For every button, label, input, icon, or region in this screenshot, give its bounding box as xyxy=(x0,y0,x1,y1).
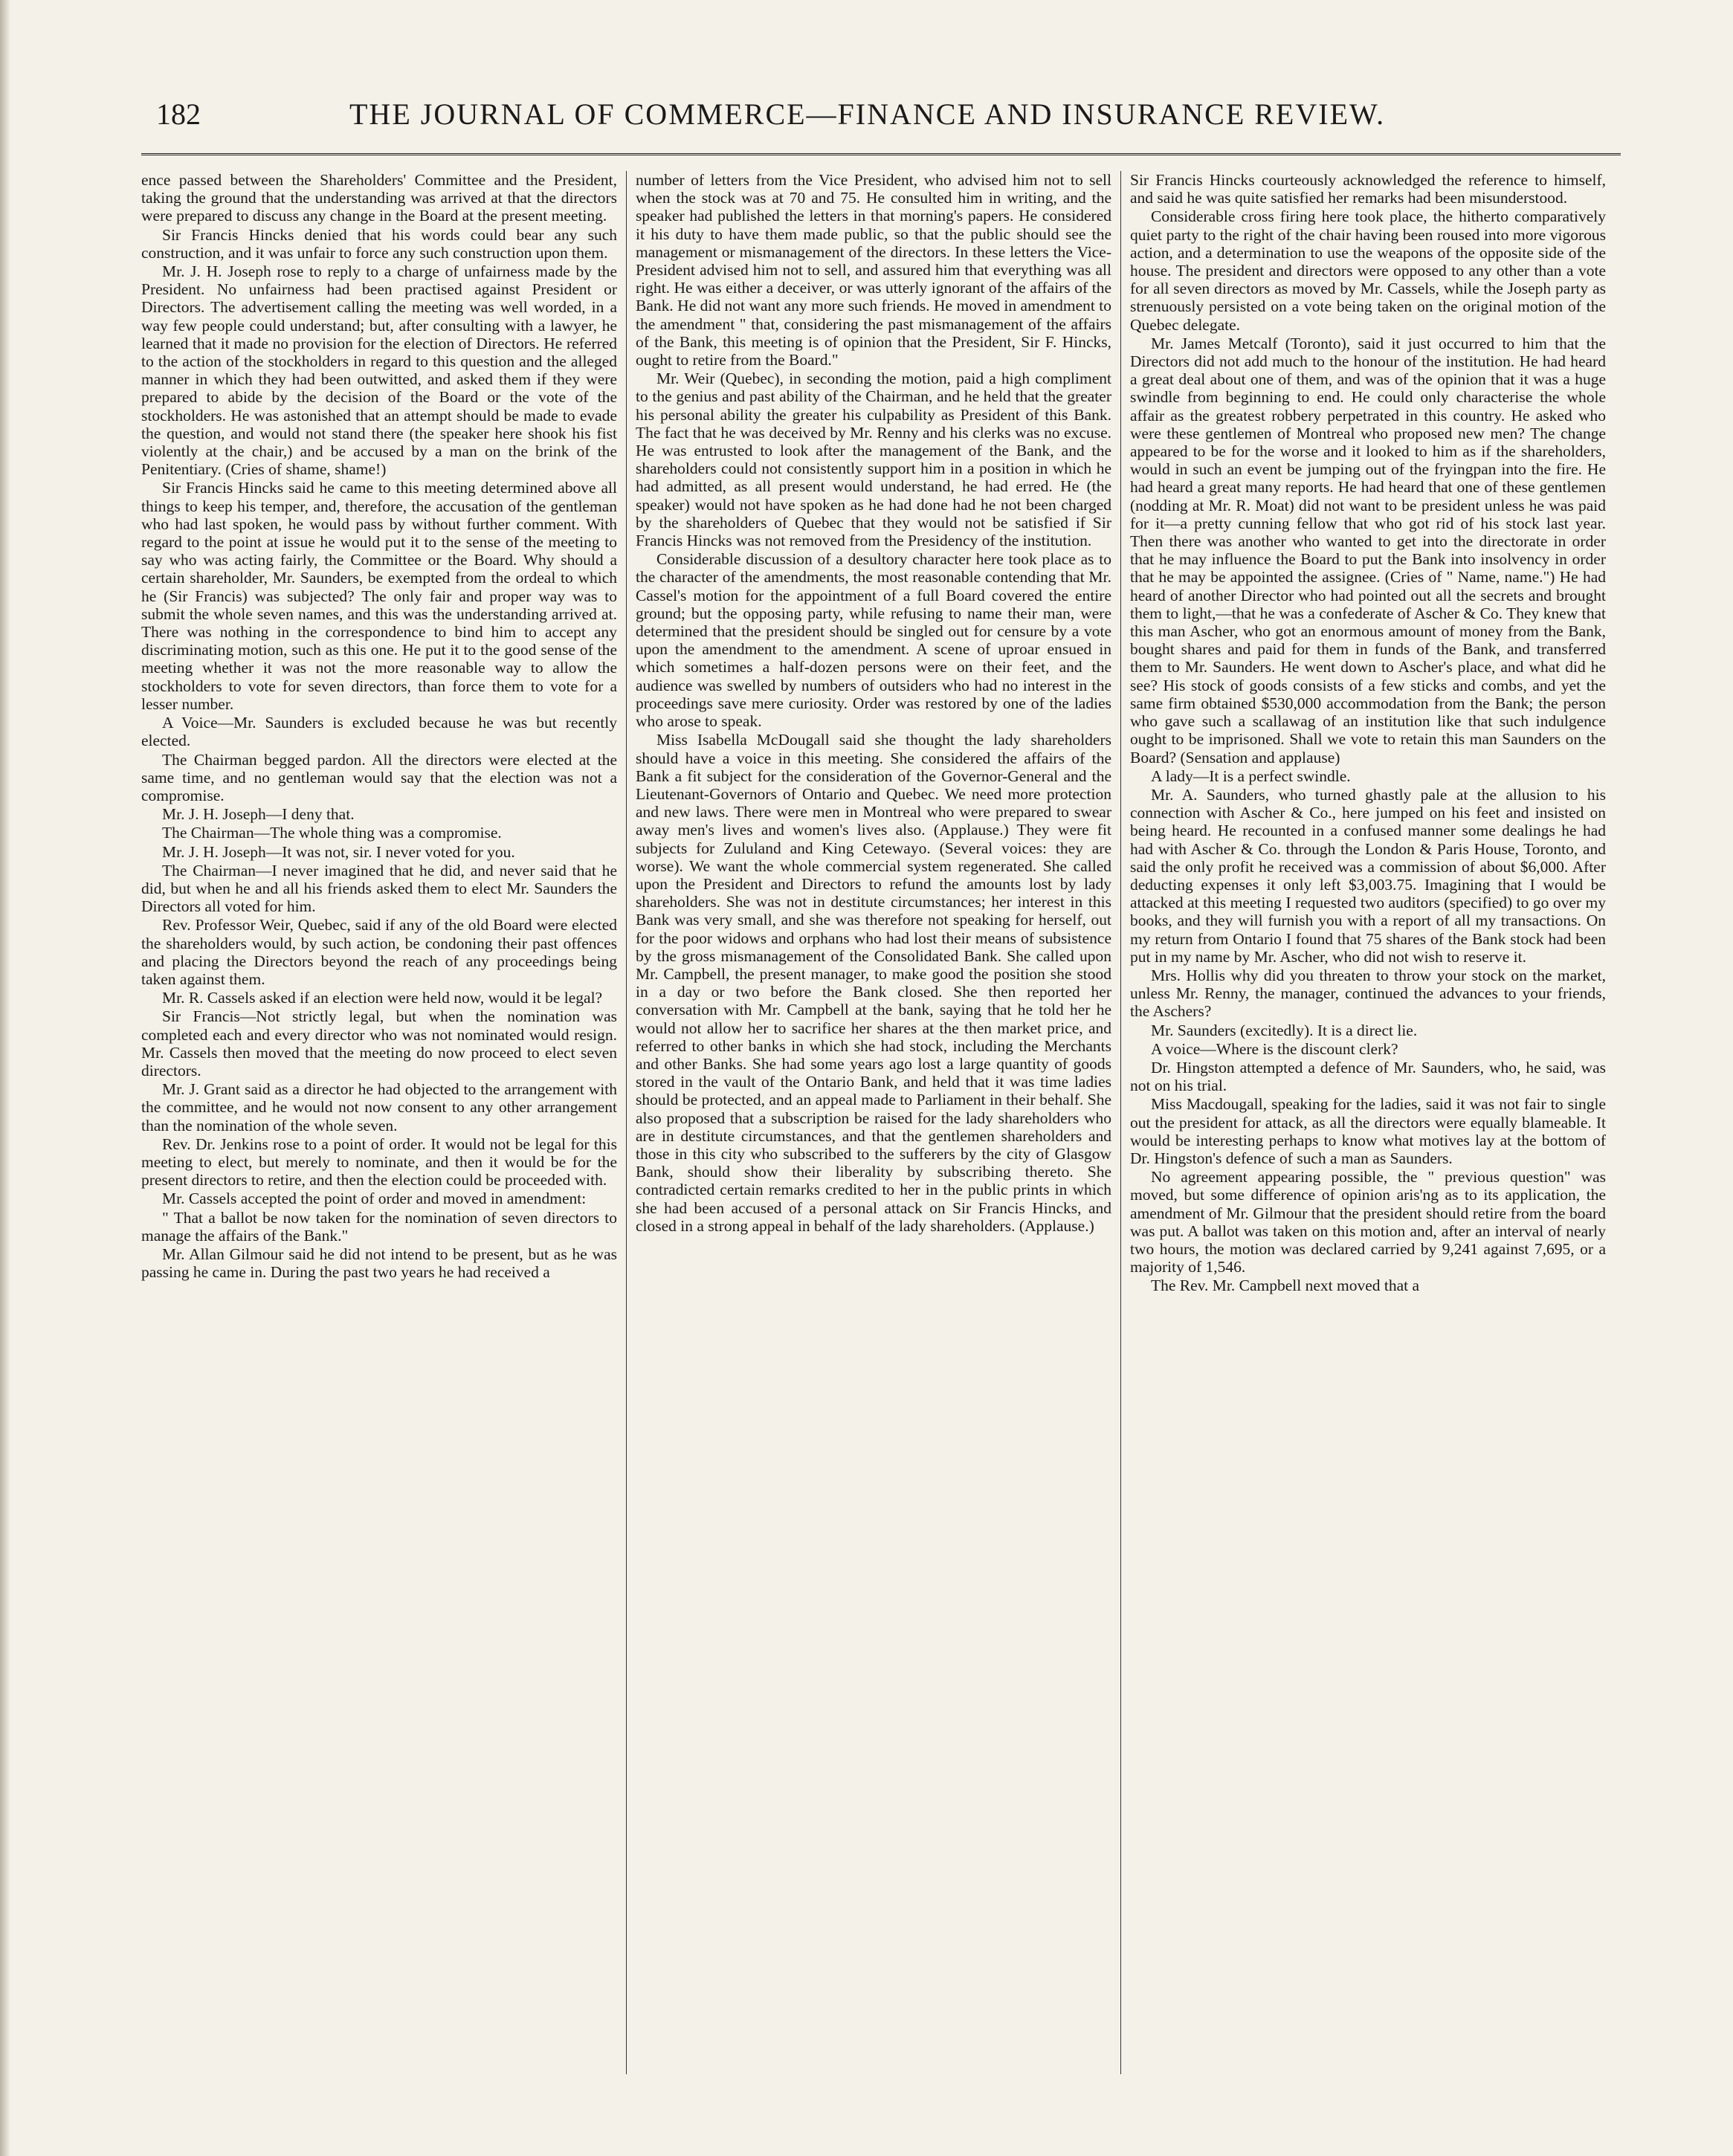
paragraph: number of letters from the Vice President, who advised him not to sell when the stock was at 70 and 75. He consulted him in writing, and the speaker had published the letters in that morning's papers. He considered it his duty to have them made public, so that the public should see the management or mismanagement of the directors. In these letters the Vice-President advised him not to sell, and assured him that everything was all right. He was either a deceiver, or was utterly ignorant of the affairs of the Bank. He did not want any more such friends. He moved in amendment to the amendment " that, considering the past mismanagement of the affairs of the Bank, this meeting is of opinion that the President, Sir F. Hincks, ought to retire from the Board." xyxy=(636,171,1111,369)
paragraph: Mr. A. Saunders, who turned ghastly pale at the allusion to his connection with Ascher & Co., here jumped on his feet and insisted on being heard. He recounted in a confused manner some dealings he had had with Ascher & Co. through the London & Paris House, Toronto, and said the only profit he received was a commission of about $6,000. After deducting expenses it only left $3,003.75. Imagining that I would be attacked at this meeting I requested two auditors (specified) to go over my books, and they will furnish you with a report of all my transactions. On my return from Ontario I found that 75 shares of the Bank stock had been put in my name by Mr. Ascher, who did not wish to reserve it. xyxy=(1130,785,1606,966)
paragraph: ence passed between the Shareholders' Committee and the President, taking the ground that the understanding was arrived at that the directors were prepared to discuss any change in the Board at the present meeting. xyxy=(141,171,617,225)
column-divider xyxy=(626,171,627,2074)
scan-edge-shadow xyxy=(0,0,10,2156)
paragraph: A lady—It is a perfect swindle. xyxy=(1151,766,1351,785)
paragraph: Considerable discussion of a desultory character here took place as to the character of the amendments, the most reasonable contending that Mr. Cassel's motion for the appointment of a full Board covered the entire ground; but the opposing party, while refusing to name their man, were determined that the president should be singled out for censure by a vote upon the amendment to the amendment. A scene of uproar ensued in which sometimes a half-dozen persons were on their feet, and the audience was swelled by numbers of outsiders who had no interest in the proceedings save mere curiosity. Order was restored by one of the ladies who arose to speak. xyxy=(636,550,1111,731)
column-3 xyxy=(1130,171,1606,2074)
paragraph: Rev. Professor Weir, Quebec, said if any of the old Board were elected the shareholders would, by such action, be condoning their past offences and placing the Directors beyond the reach of any proceedings being taken against them. xyxy=(141,916,617,988)
paragraph: " That a ballot be now taken for the nomination of seven directors to manage the affairs of the Bank." xyxy=(141,1208,617,1245)
column-divider xyxy=(1120,171,1121,2074)
paragraph: Miss Macdougall, speaking for the ladies, said it was not fair to single out the president for attack, as all the directors were equally blameable. It would be interesting perhaps to know what motives lay at the bottom of Dr. Hingston's defence of such a man as Saunders. xyxy=(1130,1095,1606,1167)
paragraph: Mr. J. H. Joseph rose to reply to a charge of unfairness made by the President. No unfairness had been practised against President or Directors. The advertisement calling the meeting was well worded, in a way few people could understand; but, after consulting with a lawyer, he learned that it made no provision for the election of Directors. He referred to the action of the stockholders in regard to this question and the alleged manner in which they had been outwitted, and asked them if they were prepared to abide by the decision of the Board or the vote of the stockholders. He was astonished that an attempt should be made to evade the question, and would not stand there (the speaker here shook his fist violently at the chair,) and be accused by a man on the brink of the Penitentiary. (Cries of shame, shame!) xyxy=(141,262,617,479)
paragraph: The Chairman—The whole thing was a compromise. xyxy=(162,824,502,842)
paragraph: Mr. James Metcalf (Toronto), said it just occurred to him that the Directors did not add much to the honour of the institution. He had heard a great deal about one of them, and was of the opinion that it was a huge swindle from beginning to end. He could only characterise the whole affair as the greatest robbery perpetrated in this country. He asked who were these gentlemen of Montreal who proposed new men? The change appeared to be for the worse and it looked to him as if the shareholders, would in such an event be jumping out of the fryingpan into the fire. He had heard a great many reports. He had heard that one of these gentlemen (nodding at Mr. R. Moat) did not want to be president unless he was paid for it—a pretty cunning fellow that who got rid of his stock last year. Then there was another who wanted to get into the directorate in order that he may influence the Board to put the Bank into insolvency in order that he may be appointed the assignee. (Cries of " Name, name.") He had heard of another Director who had pointed out all the secrets and brought them to light,—that he was a confederate of Ascher & Co. They knew that this man Ascher, who got an enormous amount of money from the Bank, bought shares and paid for them in funds of the Bank, and transferred them to Mr. Saunders. He went down to Ascher's place, and what did he see? His stock of goods consists of a few sticks and combs, and yet the same firm obtained $530,000 accommodation from the Bank; the person who gave such a scallawag of an institution like that such indulgence ought to be imprisoned. Shall we vote to retain this man Saunders on the Board? (Sensation and applause) xyxy=(1130,334,1606,766)
paragraph: Sir Francis Hincks said he came to this meeting determined above all things to keep his temper, and, therefore, the accusation of the gentleman who had last spoken, he would pass by without further comment. With regard to the point at issue he would put it to the sense of the meeting to say who was acting fairly, the Committee or the Board. Why should a certain shareholder, Mr. Saunders, be exempted from the ordeal to which he (Sir Francis) was subjected? The only fair and proper way was to submit the whole seven names, and this was the understanding arrived at. There was nothing in the correspondence to bind him to accept any discriminating motion, such as this one. He put it to the good sense of the meeting whether it was not the more reasonable way to allow the stockholders to vote for seven directors, than force them to vote for a lesser number. xyxy=(141,479,617,713)
paragraph: Mrs. Hollis why did you threaten to throw your stock on the market, unless Mr. Renny, the manager, continued the advances to your friends, the Aschers? xyxy=(1130,966,1606,1021)
paragraph: Mr. Saunders (excitedly). It is a direct lie. xyxy=(1151,1021,1418,1039)
paragraph: A voice—Where is the discount clerk? xyxy=(1151,1039,1398,1058)
paragraph: The Rev. Mr. Campbell next moved that a xyxy=(1151,1277,1420,1295)
paragraph: Sir Francis Hincks courteously acknowledged the reference to himself, and said he was quite satisfied her remarks had been misunderstood. xyxy=(1130,171,1606,207)
paragraph: Mr. J. Grant said as a director he had objected to the arrangement with the committee, and he would not now consent to any other arrangement than the nomination of the whole seven. xyxy=(141,1080,617,1135)
journal-title: THE JOURNAL OF COMMERCE—FINANCE AND INSURANCE REVIEW. xyxy=(349,97,1386,131)
article-columns xyxy=(141,171,1621,2074)
paragraph: Miss Isabella McDougall said she thought the lady shareholders should have a voice in this meeting. She considered the affairs of the Bank a fit subject for the consideration of the Governor-General and the Lieutenant-Governors of Ontario and Quebec. We need more protection and new laws. There were men in Montreal who were prepared to swear away men's lives and women's lives also. (Applause.) They were fit subjects for Zululand and King Cetewayo. (Several voices: they are worse). We want the whole commercial system regenerated. She called upon the President and Directors to refund the amounts lost by lady shareholders. She was not in destitute circumstances; her interest in this Bank was very small, and she was therefore not speaking for herself, out for the poor widows and orphans who had lost their means of subsistence by the gross mismanagement of the Consolidated Bank. She called upon Mr. Campbell, the present manager, to make good the position she stood in a day or two before the Bank closed. She then reported her conversation with Mr. Campbell at the bank, saying that he told her he would not allow her to sacrifice her shares at the then market price, and referred to other banks in which she had stock, including the Merchants and other Banks. She had some years ago lost a large quantity of goods stored in the vault of the Ontario Bank, and held that it was time ladies should be protected, and an appeal made to Parliament in their behalf. She also proposed that a subscription be raised for the lady shareholders who are in destitute circumstances, and that the gentlemen shareholders and those in this city who subscribed to the sufferers by the city of Glasgow Bank, should show their liberality by subscribing thereto. She contradicted certain remarks credited to her in the public prints in which she had been accused of a personal attack on Sir Francis Hincks, and closed in a strong appeal in behalf of the lady shareholders. (Applause.) xyxy=(636,731,1111,1235)
header-rule xyxy=(141,153,1621,155)
paragraph: Mr. J. H. Joseph—I deny that. xyxy=(162,805,355,824)
paragraph: The Chairman begged pardon. All the directors were elected at the same time, and no gentleman would say that the election was not a compromise. xyxy=(141,750,617,804)
paragraph: Mr. J. H. Joseph—It was not, sir. I never voted for you. xyxy=(162,842,515,861)
paragraph: Sir Francis—Not strictly legal, but when the nomination was completed each and every director who was not nominated would resign. Mr. Cassels then moved that the meeting do now proceed to elect seven directors. xyxy=(141,1007,617,1079)
paragraph: Rev. Dr. Jenkins rose to a point of order. It would not be legal for this meeting to elect, but merely to nominate, and then it would be for the present directors to retire, and then the election could be proceeded with. xyxy=(141,1135,617,1190)
paragraph: Dr. Hingston attempted a defence of Mr. Saunders, who, he said, was not on his trial. xyxy=(1130,1058,1606,1095)
paragraph: Sir Francis Hincks denied that his words could bear any such construction, and it was unfair to force any such construction upon them. xyxy=(141,225,617,262)
paragraph: Mr. Weir (Quebec), in seconding the motion, paid a high compliment to the genius and past ability of the Chairman, and he held that the greater his personal ability the greater his culpability as President of this Bank. The fact that he was deceived by Mr. Renny and his clerks was no excuse. He was entrusted to look after the management of the Bank, and the shareholders could not consistently support him in a position in which he had admitted, as all present would understand, he had erred. He (the speaker) would not have spoken as he had done had he not been charged by the shareholders of Quebec that they would not be satisfied if Sir Francis Hincks was not removed from the Presidency of the institution. xyxy=(636,369,1111,550)
paragraph: Mr. Allan Gilmour said he did not intend to be present, but as he was passing he came in. During the past two years he had received a xyxy=(141,1245,617,1282)
paragraph: Considerable cross firing here took place, the hitherto comparatively quiet party to the right of the chair having been roused into more vigorous action, and a determination to use the weapons of the opposite side of the house. The president and directors were opposed to any other than a vote for all seven directors as moved by Mr. Cassels, while the Joseph party as strenuously persisted on a vote being taken on the original motion of the Quebec delegate. xyxy=(1130,207,1606,334)
paragraph: The Chairman—I never imagined that he did, and never said that he did, but when he and all his friends asked them to elect Mr. Saunders the Directors all voted for him. xyxy=(141,861,617,916)
column-2 xyxy=(636,171,1111,2074)
journal-page xyxy=(141,89,1621,2097)
page-number: 182 xyxy=(156,97,201,131)
paragraph: Mr. R. Cassels asked if an election were held now, would it be legal? xyxy=(162,989,603,1007)
column-1 xyxy=(141,171,617,2074)
paragraph: No agreement appearing possible, the " previous question" was moved, but some difference of opinion aris'ng as to its application, the amendment of Mr. Gilmour that the president should retire from the board was put. A ballot was taken on this motion and, after an interval of nearly two hours, the motion was declared carried by 9,241 against 7,695, or a majority of 1,546. xyxy=(1130,1168,1606,1277)
page-header xyxy=(141,89,1621,141)
paragraph: A Voice—Mr. Saunders is excluded because he was but recently elected. xyxy=(141,714,617,750)
paragraph: Mr. Cassels accepted the point of order and moved in amendment: xyxy=(162,1190,587,1208)
